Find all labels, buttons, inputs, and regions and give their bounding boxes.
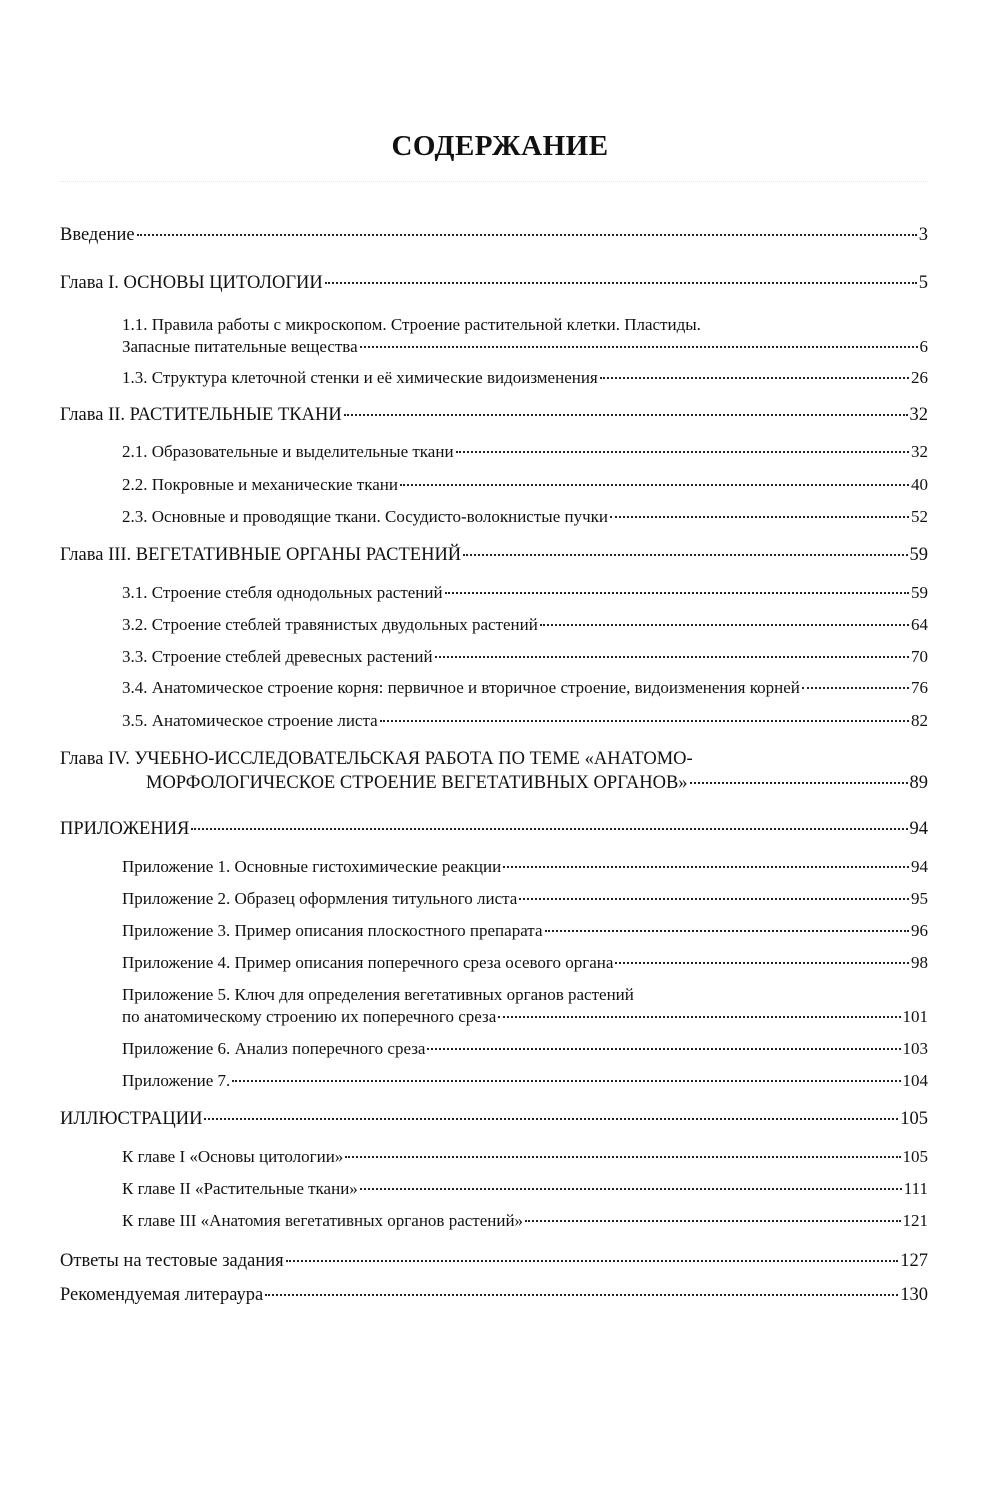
toc-page-number: 89	[909, 773, 928, 793]
toc-entry-3-2[interactable]	[122, 614, 928, 636]
toc-entry-2-2[interactable]	[122, 474, 928, 496]
toc-page-number: 94	[909, 819, 928, 839]
dot-leader	[286, 1260, 899, 1262]
toc-page-number: 5	[918, 273, 928, 293]
dot-leader	[344, 414, 908, 416]
toc-entry-label: Приложение 4. Пример описания поперечного среза осевого органа	[122, 953, 614, 972]
toc-page-number: 70	[911, 647, 928, 666]
toc-entry-label: Глава III. ВЕГЕТАТИВНЫЕ ОРГАНЫ РАСТЕНИЙ	[60, 545, 462, 565]
toc-page-number: 59	[911, 583, 928, 602]
toc-page-number: 104	[902, 1071, 928, 1090]
toc-entry-2-1[interactable]	[122, 441, 928, 463]
dot-leader	[435, 656, 909, 658]
dot-leader	[519, 898, 909, 900]
toc-page-number: 121	[902, 1211, 928, 1230]
toc-entry-label: К главе II «Растительные ткани»	[122, 1179, 358, 1198]
toc-entry-literature[interactable]	[60, 1284, 928, 1306]
toc-entry-appendix-3[interactable]	[122, 920, 928, 942]
dot-leader	[191, 828, 907, 830]
toc-entry-illustrations-ch1[interactable]	[122, 1146, 928, 1168]
dot-leader	[445, 592, 909, 594]
dot-leader	[345, 1156, 900, 1158]
dot-leader	[802, 687, 909, 689]
toc-entry-label: К главе III «Анатомия вегетативных органов растений»	[122, 1211, 524, 1230]
toc-page-number: 127	[900, 1251, 928, 1271]
toc-page-number: 111	[903, 1179, 928, 1198]
dot-leader	[545, 930, 910, 932]
toc-entry-chapter-4-line1[interactable]: Глава IV. УЧЕБНО-ИССЛЕДОВАТЕЛЬСКАЯ РАБОТА ПО ТЕМЕ «АНАТОМО-	[60, 749, 693, 769]
toc-page-number: 95	[911, 889, 928, 908]
toc-entry-label: Ответы на тестовые задания	[60, 1251, 284, 1271]
dot-leader	[498, 1016, 900, 1018]
dot-leader	[360, 1188, 902, 1190]
toc-page-number: 59	[909, 545, 928, 565]
toc-entry-label: Приложение 7.	[122, 1071, 231, 1090]
toc-entry-label: 2.1. Образовательные и выделительные ткани	[122, 442, 454, 461]
dot-leader	[380, 720, 909, 722]
dot-leader	[503, 866, 909, 868]
toc-entry-3-5[interactable]	[122, 710, 928, 732]
toc-entry-label: ИЛЛЮСТРАЦИИ	[60, 1109, 203, 1129]
toc-page-number: 96	[911, 921, 928, 940]
toc-page-number: 32	[911, 442, 928, 461]
toc-page-number: 101	[902, 1007, 928, 1026]
toc-entry-chapter-1[interactable]	[60, 272, 928, 294]
toc-entry-label: 1.3. Структура клеточной стенки и её химические видоизменения	[122, 368, 598, 387]
toc-entry-appendix-5[interactable]	[122, 1006, 928, 1028]
dot-leader	[325, 282, 917, 284]
toc-entry-appendix-5-line1[interactable]: Приложение 5. Ключ для определения вегетативных органов растений	[122, 985, 634, 1004]
toc-entry-label: Приложение 3. Пример описания плоскостного препарата	[122, 921, 543, 940]
toc-entry-label: МОРФОЛОГИЧЕСКОЕ СТРОЕНИЕ ВЕГЕТАТИВНЫХ ОРГАНОВ»	[146, 773, 688, 793]
toc-page-number: 64	[911, 615, 928, 634]
toc-page-number: 6	[919, 337, 928, 356]
toc-entry-label: 3.5. Анатомическое строение листа	[122, 711, 378, 730]
toc-entry-introduction[interactable]	[60, 224, 928, 246]
dot-leader	[525, 1220, 900, 1222]
toc-page-number: 32	[909, 405, 928, 425]
toc-entry-1-3[interactable]	[122, 367, 928, 389]
page-title: СОДЕРЖАНИЕ	[391, 130, 609, 162]
toc-entry-3-4[interactable]	[122, 677, 928, 699]
toc-entry-label: ПРИЛОЖЕНИЯ	[60, 819, 190, 839]
toc-entry-label: Приложение 2. Образец оформления титульного листа	[122, 889, 518, 908]
toc-entry-label: Запасные питательные вещества	[122, 337, 358, 356]
toc-page-number: 105	[900, 1109, 928, 1129]
toc-page-number: 94	[911, 857, 928, 876]
toc-entry-illustrations-ch2[interactable]	[122, 1178, 928, 1200]
dot-leader	[137, 234, 917, 236]
toc-page-number: 105	[902, 1147, 928, 1166]
toc-entry-label: 2.3. Основные и проводящие ткани. Сосудисто-волокнистые пучки	[122, 507, 608, 526]
toc-entry-appendix-6[interactable]	[122, 1038, 928, 1060]
toc-entry-3-3[interactable]	[122, 646, 928, 668]
toc-entry-label: Глава I. ОСНОВЫ ЦИТОЛОГИИ	[60, 273, 323, 293]
dot-leader	[427, 1048, 900, 1050]
toc-entry-illustrations[interactable]	[60, 1108, 928, 1130]
toc-entry-label: 3.1. Строение стебля однодольных растений	[122, 583, 443, 602]
toc-page-number: 76	[911, 678, 928, 697]
toc-page-number: 26	[911, 368, 928, 387]
toc-page-number: 98	[911, 953, 928, 972]
dot-leader	[610, 516, 909, 518]
toc-entry-label: К главе I «Основы цитологии»	[122, 1147, 344, 1166]
toc-page-number: 52	[911, 507, 928, 526]
dot-leader	[360, 346, 918, 348]
toc-entry-label: Приложение 6. Анализ поперечного среза	[122, 1039, 426, 1058]
toc-entry-label: по анатомическому строению их поперечного среза	[122, 1007, 497, 1026]
toc-page-number: 82	[911, 711, 928, 730]
dot-leader	[204, 1118, 898, 1120]
toc-entry-label: 3.3. Строение стеблей древесных растений	[122, 647, 433, 666]
toc-entry-label: Глава II. РАСТИТЕЛЬНЫЕ ТКАНИ	[60, 405, 342, 425]
toc-entry-label: 3.2. Строение стеблей травянистых двудольных растений	[122, 615, 538, 634]
toc-entry-appendix-1[interactable]	[122, 856, 928, 878]
dot-leader	[265, 1294, 898, 1296]
toc-entry-test-answers[interactable]	[60, 1250, 928, 1272]
toc-entry-chapter-3[interactable]	[60, 544, 928, 566]
toc-entry-label: 2.2. Покровные и механические ткани	[122, 475, 398, 494]
toc-entry-chapter-4[interactable]	[146, 772, 928, 794]
dot-leader	[600, 377, 909, 379]
toc-page-number: 130	[900, 1285, 928, 1305]
dot-leader	[463, 554, 907, 556]
dot-leader	[615, 962, 909, 964]
dot-leader	[456, 451, 909, 453]
toc-entry-appendix-4[interactable]	[122, 952, 928, 974]
toc-entry-3-1[interactable]	[122, 582, 928, 604]
toc-page-number: 40	[911, 475, 928, 494]
toc-entry-label: Приложение 1. Основные гистохимические реакции	[122, 857, 502, 876]
toc-entry-illustrations-ch3[interactable]	[122, 1210, 928, 1232]
dot-leader	[690, 782, 908, 784]
toc-page-number: 3	[918, 225, 928, 245]
toc-entry-appendix-7[interactable]	[122, 1070, 928, 1092]
toc-page-number: 103	[902, 1039, 928, 1058]
toc-entry-appendices[interactable]	[60, 818, 928, 840]
dot-leader	[232, 1080, 900, 1082]
dot-leader	[400, 484, 909, 486]
toc-entry-label: 3.4. Анатомическое строение корня: первичное и вторичное строение, видоизменения корней	[122, 678, 800, 697]
toc-entry-chapter-2[interactable]	[60, 404, 928, 426]
toc-entry-appendix-2[interactable]	[122, 888, 928, 910]
toc-entry-1-1-line1[interactable]: 1.1. Правила работы с микроскопом. Строение растительной клетки. Пластиды.	[122, 315, 701, 334]
dot-leader	[540, 624, 909, 626]
toc-entry-label: Рекомендуемая литераура	[60, 1285, 264, 1305]
toc-entry-label: Введение	[60, 225, 135, 245]
toc-entry-1-1[interactable]	[122, 336, 928, 358]
toc-entry-2-3[interactable]	[122, 506, 928, 528]
